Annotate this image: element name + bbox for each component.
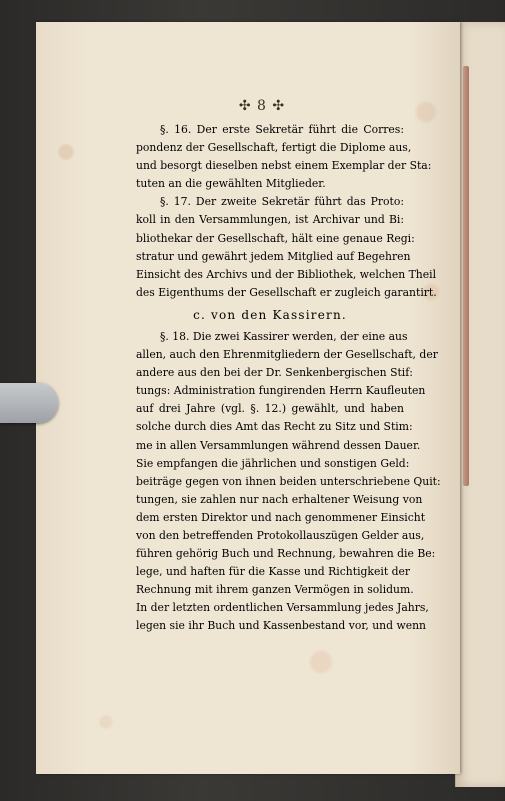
text-line: stratur und gewährt jedem Mitglied auf Begehren: [136, 249, 411, 263]
page-text: [136, 121, 441, 636]
text-line: tuten an die gewählten Mitglieder.: [136, 177, 326, 191]
text-line: allen, auch den Ehrenmitgliedern der Gesellschaft, der: [136, 348, 438, 362]
ornament-left-icon: ✣: [238, 98, 252, 114]
text-line: andere aus den bei der Dr. Senkenbergischen Stif:: [136, 366, 413, 380]
text-line: §. 17. Der zweite Sekretär führt das Proto:: [160, 195, 404, 209]
text-line: §. 16. Der erste Sekretär führt die Corres:: [160, 123, 404, 136]
text-line: §. 18. Die zwei Kassirer werden, der eine aus: [160, 329, 408, 343]
text-line: tungs: Administration fungirenden Herrn Kaufleuten: [136, 384, 426, 398]
text-line: und besorgt dieselben nebst einem Exemplar der Sta:: [136, 159, 432, 173]
text-line: bliothekar der Gesellschaft, hält eine genaue Regi:: [136, 231, 415, 245]
page-number-header: [232, 98, 292, 114]
page-number: 8: [257, 98, 267, 114]
text-line: Einsicht des Archivs und der Bibliothek, welchen Theil: [136, 267, 437, 281]
text-line: me in allen Versammlungen während dessen Dauer.: [136, 438, 421, 452]
text-line: beiträge gegen von ihnen beiden unterschriebene Quit:: [136, 474, 441, 488]
page-edge-marker: [463, 66, 469, 486]
text-line: legen sie ihr Buch und Kassenbestand vor, und wenn: [136, 619, 426, 633]
text-line: Rechnung mit ihrem ganzen Vermögen in solidum.: [136, 583, 414, 597]
paragraph-section-17: [136, 193, 437, 302]
text-line: des Eigenthums der Gesellschaft er zugleich garantirt.: [136, 285, 437, 299]
text-line: führen gehörig Buch und Rechnung, bewahren die Be:: [136, 547, 436, 561]
text-line: In der letzten ordentlichen Versammlung jedes Jahrs,: [136, 601, 429, 615]
text-line: Sie empfangen die jährlichen und sonstigen Geld:: [136, 456, 410, 470]
text-line: dem ersten Direktor und nach genommener Einsicht: [136, 510, 426, 524]
text-line: solche durch dies Amt das Recht zu Sitz und Stim:: [136, 420, 413, 434]
paragraph-section-18: [136, 328, 441, 636]
paragraph-section-16: [136, 121, 432, 193]
text-line: koll in den Versammlungen, ist Archivar und Bi:: [136, 213, 404, 227]
text-line: lege, und haften für die Kasse und Richtigkeit der: [136, 565, 411, 579]
scanner-clip: [0, 383, 58, 423]
section-heading-kassirer: c. von den Kassirern.: [193, 307, 347, 322]
ornament-right-icon: ✣: [272, 98, 286, 114]
text-line: auf drei Jahre (vgl. §. 12.) gewählt, und haben: [136, 402, 404, 416]
text-line: von den betreffenden Protokollauszügen Gelder aus,: [136, 528, 425, 542]
text-line: tungen, sie zahlen nur nach erhaltener Weisung von: [136, 492, 423, 506]
text-line: pondenz der Gesellschaft, fertigt die Diplome aus,: [136, 141, 412, 155]
